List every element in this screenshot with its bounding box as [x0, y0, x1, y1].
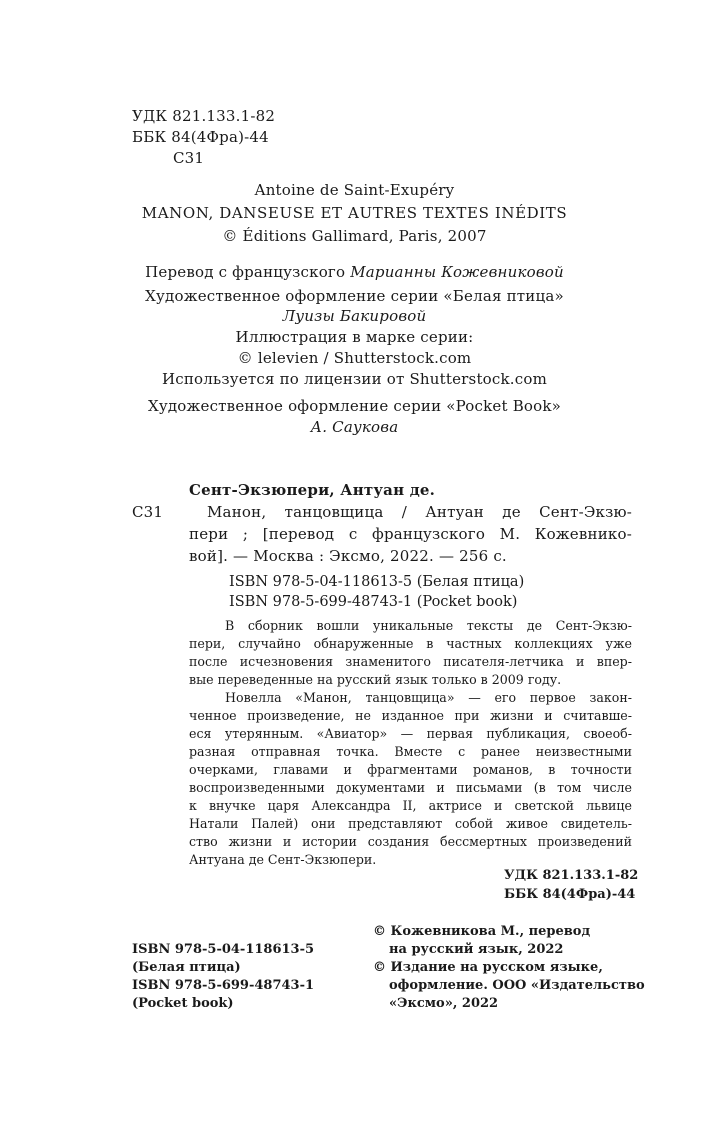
footer-isbn-line: (Pocket book)	[132, 996, 234, 1011]
card-bbk: ББК 84(4Фра)-44	[504, 887, 636, 902]
footer-copyright-1-cont: на русский язык, 2022	[389, 942, 564, 957]
illustration-source: © lelevien / Shutterstock.com	[237, 349, 472, 367]
footer-isbn-line: (Белая птица)	[132, 960, 241, 975]
annotation	[189, 617, 632, 869]
udk-code: УДК 821.133.1-82	[132, 107, 276, 125]
annotation-line: Новелла «Манон, танцовщица» — его первое закон-	[225, 690, 632, 705]
annotation-line: ство жизни и истории создания бессмертных произведений	[189, 834, 632, 849]
card-heading: Сент-Экзюпери, Антуан де.	[189, 481, 436, 499]
annotation-line: после исчезновения знаменитого писателя-летчика и впер-	[189, 654, 632, 669]
annotation-line: ченное произведение, не изданное при жизни и считавше-	[189, 708, 632, 723]
license-note: Используется по лицензии от Shutterstock.com	[161, 370, 548, 388]
annotation-line: очерками, главами и фрагментами романов, в точности	[189, 762, 632, 777]
illustration-label: Иллюстрация в марке серии:	[235, 328, 474, 346]
annotation-line: Натали Палей) они представляют собой живое свидетель-	[189, 816, 632, 831]
author-mark: С31	[173, 149, 205, 167]
annotation-line: вые переведенные на русский язык только в 2009 году.	[189, 672, 562, 687]
original-title: MANON, DANSEUSE ET AUTRES TEXTES INÉDITS	[141, 204, 568, 222]
annotation-line: пери, случайно обнаруженные в частных коллекциях уже	[189, 636, 632, 651]
annotation-line: еся утерянным. «Авиатор» — первая публикация, своеоб-	[189, 726, 632, 741]
footer-isbn-line: ISBN 978-5-699-48743-1	[132, 978, 315, 993]
card-isbn-line: ISBN 978-5-04-118613-5 (Белая птица)	[229, 574, 525, 590]
series-design-author-2: А. Саукова	[310, 418, 399, 436]
annotation-line: Антуана де Сент-Экзюпери.	[189, 852, 377, 867]
card-desc-line: пери ; [перевод с французского М. Кожевнико-	[189, 525, 632, 543]
bbk-code: ББК 84(4Фра)-44	[132, 128, 269, 146]
translator-name: Марианны Кожевниковой	[350, 263, 564, 281]
annotation-line: воспроизведенными документами и письмами (в том числе	[189, 780, 632, 795]
series-design-credit-2: Художественное оформление серии «Pocket Book»	[147, 397, 562, 415]
translation-prefix: Перевод с французского	[145, 263, 351, 281]
footer-copyright-2-end: «Эксмо», 2022	[389, 996, 499, 1011]
card-isbn-line: ISBN 978-5-699-48743-1 (Pocket book)	[229, 594, 518, 610]
footer-copyright-1: © Кожевникова М., перевод	[373, 924, 591, 939]
footer-copyright-2-cont: оформление. ООО «Издательство	[389, 978, 645, 993]
original-copyright: © Éditions Gallimard, Paris, 2007	[222, 227, 487, 245]
card-author-mark: С31	[132, 503, 164, 521]
original-author: Antoine de Saint-Exupéry	[254, 181, 455, 199]
series-design-credit-1: Художественное оформление серии «Белая птица»	[145, 287, 564, 305]
card-description	[189, 502, 632, 566]
footer-isbn-line: ISBN 978-5-04-118613-5	[132, 942, 315, 957]
annotation-line: к внучке царя Александра II, актрисе и светской львице	[189, 798, 632, 813]
series-design-author-1: Луизы Бакировой	[282, 307, 427, 325]
card-udk: УДК 821.133.1-82	[504, 868, 639, 883]
translation-credit	[0, 262, 709, 282]
card-desc-line: Манон, танцовщица / Антуан де Сент-Экзю-	[207, 503, 632, 521]
annotation-line: разная отправная точка. Вместе с ранее неизвестными	[189, 744, 632, 759]
annotation-line: В сборник вошли уникальные тексты де Сент-Экзю-	[225, 618, 632, 633]
footer-copyright-2: © Издание на русском языке,	[373, 960, 603, 975]
card-desc-line: вой]. — Москва : Эксмо, 2022. — 256 с.	[189, 547, 507, 565]
